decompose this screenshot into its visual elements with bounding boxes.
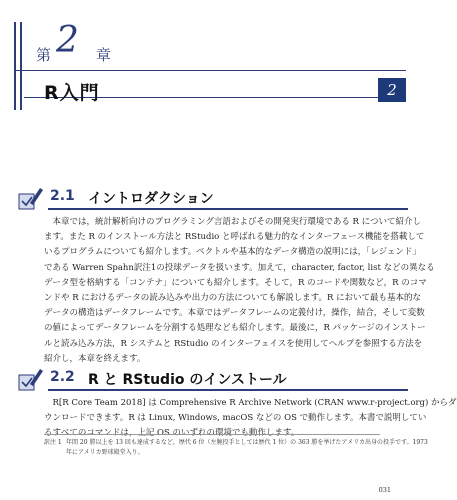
text-line: の値によってデータフレームを分割する処理なども紹介します。最後に，R パッケージのインストー bbox=[44, 323, 426, 334]
section-heading-2-2 bbox=[18, 366, 408, 392]
text-line: ウンロードできます。R は Linux, Windows, macOS などの OS で動作します。本書で説明してい bbox=[44, 413, 427, 424]
frame-vertical-lines bbox=[14, 22, 24, 110]
section-number: 2.1 bbox=[50, 188, 75, 204]
checkbox-pencil-icon bbox=[18, 366, 44, 392]
text-line: データ型を格納する「コンテナ」についても紹介します。そして，R のコードや関数など，R のコマ bbox=[44, 277, 427, 288]
section-title: イントロダクション bbox=[88, 191, 214, 207]
text-line: である Warren Spahn訳注1の投球データを扱います。加えて，character, factor, list などの異なる bbox=[44, 262, 435, 273]
footnote-rule bbox=[44, 434, 380, 435]
footnote-line: 年間 20 勝以上を 13 回も達成するなど，歴代 6 位（左腕投手としては歴代 1 位）の 363 勝を挙げたアメリカ出身の投手です。1973 bbox=[66, 439, 428, 446]
frame-rule-upper bbox=[14, 70, 406, 71]
footnote-label: 訳注 1 bbox=[44, 439, 62, 446]
chapter-side-tab: 2 bbox=[378, 78, 406, 102]
text-line: ルと読み込み方法，R システムと RStudio のインターフェイスを使用してヘルプを参照する方法を bbox=[44, 338, 423, 349]
checkbox-pencil-icon bbox=[18, 185, 44, 211]
text-line: 本章では，統計解析向けのプログラミング言語およびその開発実行環境である R について紹介し bbox=[52, 217, 421, 227]
chapter-number: 2 bbox=[56, 20, 79, 61]
section-title: R と RStudio のインストール bbox=[88, 372, 287, 388]
text-line: ンドや R におけるデータの読み込みや出力の方法についても解説します。R において最も基本的な bbox=[44, 293, 422, 304]
page-number: 031 bbox=[378, 486, 391, 494]
section-rule bbox=[48, 208, 408, 210]
text-line: 紹介し，本章を終えます。 bbox=[44, 353, 146, 364]
text-line: データの構造はデータフレームです。本章ではデータフレームの定義付け，操作，結合，そして変数 bbox=[44, 308, 425, 319]
footnote-text bbox=[66, 438, 428, 458]
footnote-line: 年にアメリカ野球殿堂入り。 bbox=[66, 449, 144, 456]
text-line: R[R Core Team 2018] は Comprehensive R Archive Network (CRAN www.r-project.org) からダ bbox=[52, 398, 457, 408]
section-2-1-paragraph bbox=[44, 215, 435, 367]
chapter-title: R入門 bbox=[44, 82, 100, 104]
text-line: ます。また R のインストール方法と RStudio と呼ばれる魅力的なインターフェース機能を搭載して bbox=[44, 232, 425, 243]
section-heading-2-1 bbox=[18, 185, 408, 211]
chapter-suffix: 章 bbox=[96, 46, 112, 64]
section-rule bbox=[48, 389, 408, 391]
chapter-header bbox=[14, 22, 406, 110]
chapter-prefix: 第 bbox=[36, 46, 52, 64]
section-number: 2.2 bbox=[50, 369, 75, 385]
text-line: いるプログラムについても紹介します。ベクトルや基本的なデータ構造の説明には，「レジェンド」 bbox=[44, 247, 421, 258]
